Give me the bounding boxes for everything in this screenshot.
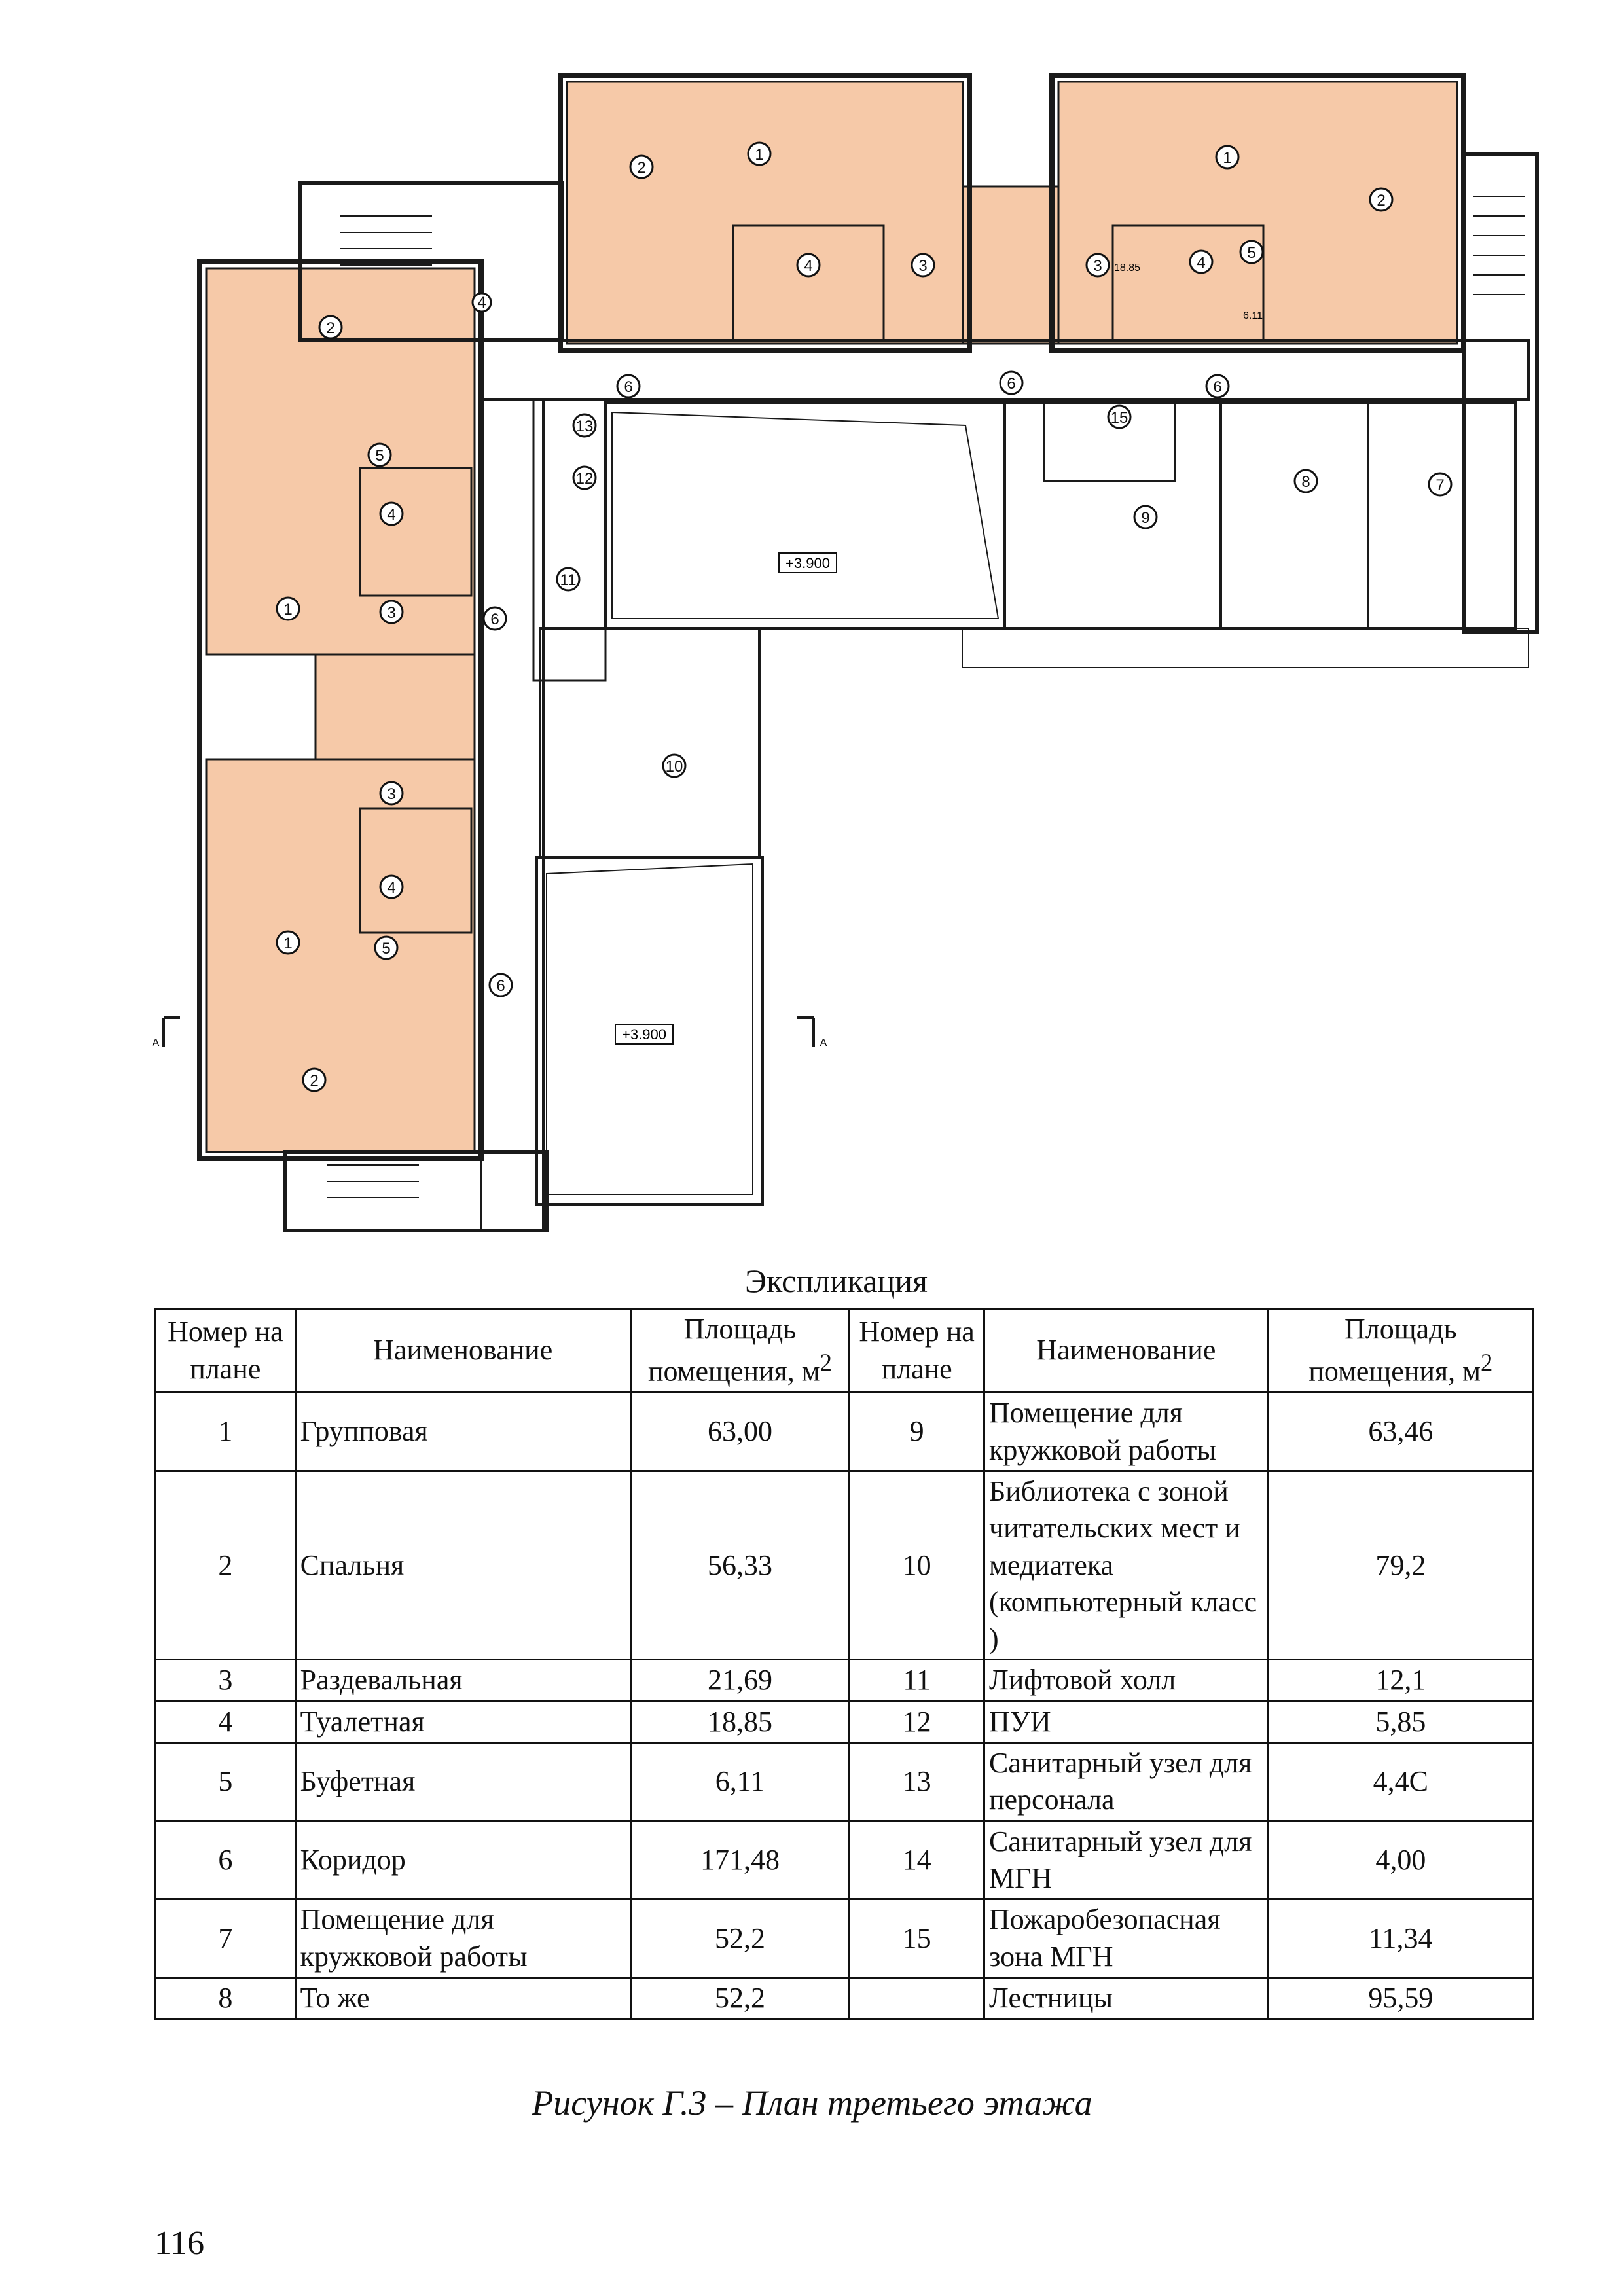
table-row bbox=[156, 1660, 1534, 1701]
svg-text:5: 5 bbox=[375, 447, 384, 465]
cell-area: 4,4С bbox=[1268, 1743, 1533, 1821]
top-mid-link bbox=[963, 187, 1058, 344]
header-area-1: Площадь помещения, $м^2$ bbox=[630, 1309, 850, 1393]
cell-number bbox=[850, 1977, 984, 2018]
cell-area: 171,48 bbox=[630, 1821, 850, 1899]
room-label-13 bbox=[573, 414, 596, 437]
room-label-5d bbox=[375, 937, 397, 959]
room-label-7 bbox=[1429, 473, 1451, 495]
table-row bbox=[156, 1393, 1534, 1471]
cell-area: 18,85 bbox=[630, 1701, 850, 1742]
area-note-toilet: 18.85 bbox=[1113, 262, 1141, 274]
room-label-6a bbox=[617, 375, 640, 397]
cell-area: 56,33 bbox=[630, 1471, 850, 1660]
svg-text:1: 1 bbox=[283, 935, 293, 952]
table-row bbox=[156, 1701, 1534, 1742]
svg-text:8: 8 bbox=[1301, 473, 1310, 491]
explication-table bbox=[154, 1308, 1534, 2020]
header-area-2: Площадь помещения, $м^2$ bbox=[1268, 1309, 1533, 1393]
header-name-2: Наименование bbox=[984, 1309, 1268, 1393]
cell-number: 11 bbox=[850, 1660, 984, 1701]
room-label-6c bbox=[1206, 375, 1229, 397]
svg-text:5: 5 bbox=[1247, 244, 1256, 262]
room-7 bbox=[1368, 403, 1515, 628]
area-note-buffet: 6.11 bbox=[1243, 310, 1263, 321]
room-label-1 bbox=[748, 143, 770, 165]
room-label-3c bbox=[380, 601, 403, 623]
cell-number: 9 bbox=[850, 1393, 984, 1471]
svg-text:10: 10 bbox=[665, 758, 683, 776]
left-wing-lower-room bbox=[206, 759, 475, 1152]
cell-name: Туалетная bbox=[295, 1701, 630, 1742]
svg-text:6: 6 bbox=[496, 977, 505, 995]
svg-text:9: 9 bbox=[1141, 509, 1150, 527]
svg-text:6: 6 bbox=[624, 378, 633, 396]
cell-number: 7 bbox=[156, 1899, 296, 1978]
svg-text:6: 6 bbox=[490, 611, 499, 628]
svg-text:6: 6 bbox=[1213, 378, 1222, 396]
cell-area: 12,1 bbox=[1268, 1660, 1533, 1701]
elevation-text-upper: +3.900 bbox=[785, 555, 830, 571]
room-label-4c bbox=[473, 293, 491, 312]
cell-name: Буфетная bbox=[295, 1743, 630, 1821]
cell-number: 10 bbox=[850, 1471, 984, 1660]
room-label-4e bbox=[380, 876, 403, 898]
cell-number: 12 bbox=[850, 1701, 984, 1742]
room-label-1d bbox=[277, 931, 299, 954]
svg-text:3: 3 bbox=[1093, 257, 1102, 275]
room-10 bbox=[540, 628, 759, 857]
svg-text:1: 1 bbox=[1223, 149, 1232, 167]
svg-text:2: 2 bbox=[637, 159, 646, 177]
cell-area: 5,85 bbox=[1268, 1701, 1533, 1742]
svg-text:2: 2 bbox=[1377, 192, 1386, 209]
cell-name: Групповая bbox=[295, 1393, 630, 1471]
table-row bbox=[156, 1821, 1534, 1899]
svg-text:2: 2 bbox=[326, 319, 335, 337]
room-label-5c bbox=[369, 444, 391, 466]
header-number-2: Номер на плане bbox=[850, 1309, 984, 1393]
room-label-2 bbox=[630, 156, 653, 178]
room-label-8 bbox=[1295, 470, 1317, 492]
svg-text:12: 12 bbox=[575, 470, 594, 488]
room-label-4 bbox=[797, 254, 820, 276]
cell-name: Спальня bbox=[295, 1471, 630, 1660]
left-wing-link bbox=[316, 655, 475, 759]
room-label-2b bbox=[1370, 188, 1392, 211]
svg-text:4: 4 bbox=[1197, 254, 1206, 272]
cell-number: 15 bbox=[850, 1899, 984, 1978]
figure-caption: Рисунок Г.3 – План третьего этажа bbox=[532, 2083, 1092, 2123]
cell-number: 2 bbox=[156, 1471, 296, 1660]
room-label-2d bbox=[303, 1069, 325, 1091]
cell-number: 8 bbox=[156, 1977, 296, 2018]
svg-text:7: 7 bbox=[1435, 476, 1445, 494]
svg-text:3: 3 bbox=[918, 257, 928, 275]
svg-text:5: 5 bbox=[382, 940, 391, 958]
room-label-1b bbox=[1216, 146, 1238, 168]
cell-name: Помещение для кружковой работы bbox=[295, 1899, 630, 1978]
cell-name: Лифтовой холл bbox=[984, 1660, 1268, 1701]
cell-name: ПУИ bbox=[984, 1701, 1268, 1742]
cell-name: Санитарный узел для МГН bbox=[984, 1821, 1268, 1899]
table-header-row bbox=[156, 1309, 1534, 1393]
room-label-3b bbox=[1087, 254, 1109, 276]
wing-top-left-room bbox=[567, 82, 963, 344]
cell-number: 5 bbox=[156, 1743, 296, 1821]
svg-text:2: 2 bbox=[310, 1072, 319, 1090]
cell-number: 3 bbox=[156, 1660, 296, 1701]
svg-text:4: 4 bbox=[477, 294, 486, 312]
cell-name: Коридор bbox=[295, 1821, 630, 1899]
room-label-4d bbox=[380, 503, 403, 525]
cell-name: То же bbox=[295, 1977, 630, 2018]
cell-name: Раздевальная bbox=[295, 1660, 630, 1701]
room-label-4b bbox=[1190, 251, 1212, 273]
svg-text:6: 6 bbox=[1007, 375, 1016, 393]
svg-text:1: 1 bbox=[283, 601, 293, 619]
section-mark-right: А bbox=[820, 1037, 827, 1049]
room-label-5b bbox=[1240, 241, 1263, 263]
cell-area: 95,59 bbox=[1268, 1977, 1533, 2018]
cell-number: 13 bbox=[850, 1743, 984, 1821]
room-label-11 bbox=[557, 568, 579, 590]
cell-name: Помещение для кружковой работы bbox=[984, 1393, 1268, 1471]
room-label-12 bbox=[573, 467, 596, 489]
cell-area: 63,46 bbox=[1268, 1393, 1533, 1471]
room-label-3d bbox=[380, 782, 403, 804]
elevation-text-lower: +3.900 bbox=[622, 1026, 666, 1043]
cell-name: Библиотека с зоной читательских мест и медиатека (компьютерный класс ) bbox=[984, 1471, 1268, 1660]
table-row bbox=[156, 1899, 1534, 1978]
cell-area: 52,2 bbox=[630, 1977, 850, 2018]
explication-title: Экспликация bbox=[745, 1263, 928, 1299]
cell-number: 14 bbox=[850, 1821, 984, 1899]
cell-area: 21,69 bbox=[630, 1660, 850, 1701]
header-name-1: Наименование bbox=[295, 1309, 630, 1393]
cell-number: 6 bbox=[156, 1821, 296, 1899]
room-label-9 bbox=[1134, 506, 1157, 528]
cell-area: 52,2 bbox=[630, 1899, 850, 1978]
room-label-6b bbox=[1000, 372, 1022, 394]
svg-text:4: 4 bbox=[387, 506, 396, 524]
cell-number: 1 bbox=[156, 1393, 296, 1471]
room-label-1c bbox=[277, 598, 299, 620]
table-row bbox=[156, 1471, 1534, 1660]
svg-text:3: 3 bbox=[387, 785, 396, 803]
hall-upper bbox=[605, 403, 1005, 628]
section-mark-left: А bbox=[152, 1037, 160, 1049]
cell-number: 4 bbox=[156, 1701, 296, 1742]
room-8 bbox=[1221, 403, 1368, 628]
cell-area: 4,00 bbox=[1268, 1821, 1533, 1899]
svg-text:1: 1 bbox=[755, 146, 764, 164]
cell-name: Пожаробезопасная зона МГН bbox=[984, 1899, 1268, 1978]
header-number-1: Номер на плане bbox=[156, 1309, 296, 1393]
cell-area: 63,00 bbox=[630, 1393, 850, 1471]
room-label-6d bbox=[484, 607, 506, 630]
svg-text:4: 4 bbox=[804, 257, 813, 275]
room-label-10 bbox=[663, 755, 685, 777]
room-label-6e bbox=[490, 974, 512, 996]
cell-name: Санитарный узел для персонала bbox=[984, 1743, 1268, 1821]
table-row bbox=[156, 1743, 1534, 1821]
svg-text:15: 15 bbox=[1110, 409, 1128, 427]
wing-top-right-room bbox=[1058, 82, 1457, 344]
svg-text:13: 13 bbox=[575, 418, 594, 435]
page-number: 116 bbox=[154, 2225, 205, 2262]
cell-area: 6,11 bbox=[630, 1743, 850, 1821]
svg-text:11: 11 bbox=[560, 571, 577, 589]
cell-name: Лестницы bbox=[984, 1977, 1268, 2018]
room-label-15 bbox=[1108, 406, 1130, 428]
cell-area: 79,2 bbox=[1268, 1471, 1533, 1660]
room-label-2c bbox=[319, 316, 342, 338]
table-row bbox=[156, 1977, 1534, 2018]
svg-text:3: 3 bbox=[387, 604, 396, 622]
svg-text:4: 4 bbox=[387, 879, 396, 897]
room-label-3 bbox=[912, 254, 934, 276]
cell-area: 11,34 bbox=[1268, 1899, 1533, 1978]
room-9 bbox=[1005, 403, 1221, 628]
